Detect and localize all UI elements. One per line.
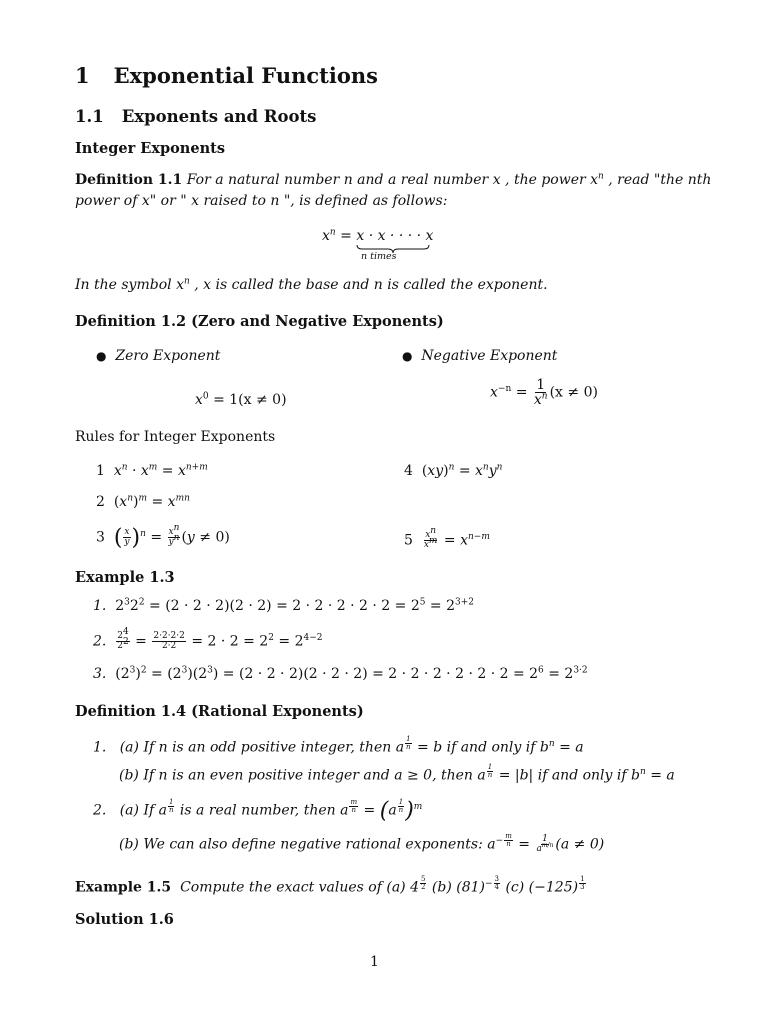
neg-fraction	[533, 378, 549, 407]
subsection-heading	[75, 107, 316, 126]
example-1-3-item1: 1. $2^32^2 = (2 \cdot 2 \cdot 2)(2 \cdot 2) = 2 \cdot 2 \cdot 2 \cdot 2 \cdot 2 = 2^5 = 2^{3+2}$	[93, 597, 475, 614]
rule-number: 4	[404, 463, 413, 479]
definition-1-2-heading: Definition 1.2 (Zero and Negative Exponents)	[75, 313, 444, 330]
sentence-start: In the symbol x	[75, 277, 184, 293]
negative-exponent-formula	[490, 378, 598, 407]
definition-1-4-heading: Definition 1.4 (Rational Exponents)	[75, 703, 364, 720]
neg-equals: =	[511, 384, 532, 401]
example-1-3-heading: Example 1.3	[75, 569, 175, 586]
example-1-3-item2: 2. $\frac{2^4}{2^2}$ = $\frac{2\cdot 2\cdot 2\cdot 2}{2\cdot 2}$ = $2 \cdot 2 = 2^2 = 2^{4-2}$	[93, 627, 323, 651]
zero-rhs: = 1(x ≠ 0)	[208, 392, 287, 408]
underbrace-label: n times	[361, 251, 397, 262]
definition-1-4-item1a: 1. (a) If n is an odd positive integer, then a $^{\frac{1}{n}}$ = b if and only if $b^n = a$	[93, 735, 584, 756]
definition-1-1-line1	[75, 172, 711, 188]
neg-sup: −n	[497, 383, 512, 394]
example-1-5: Example 1.5 Compute the exact values of (a) 4 $^{\frac{5}{2}}$ (b) $(81)^{- \frac{3}{4}}$ (c) (−125) $^{\frac{1}{3}}$	[75, 875, 585, 896]
sentence-exponent: n	[183, 276, 190, 287]
neg-den-sup: n	[541, 391, 548, 402]
solution-1-6-heading: Solution 1.6	[75, 911, 174, 928]
item-1b-mid: = |b| if and only if b	[494, 767, 640, 784]
section-title: Exponential Functions	[113, 63, 378, 88]
definition-1-1-label: Definition 1.1	[75, 172, 183, 188]
item-2a-mid: is a real number, then a	[175, 802, 349, 819]
rule-number: 5	[404, 532, 413, 549]
subsection-number: 1.1	[75, 107, 104, 126]
example-1-5-text: Compute the exact values of (a) 4	[180, 879, 419, 896]
bullet-icon: ●	[96, 349, 107, 363]
example-1-5-part-b: (b) (81)	[427, 879, 485, 896]
integer-exponents-heading: Integer Exponents	[75, 140, 225, 157]
neg-base: x	[490, 384, 498, 401]
item-number: 1.	[93, 739, 107, 756]
zero-exponent-formula	[195, 392, 287, 408]
example-1-3-item3: 3. $(2^3)^2 = (2^3)(2^3) = (2 \cdot 2 \cdot 2)(2 \cdot 2 \cdot 2) = 2 \cdot 2 \cdot 2 \cdot 2 \cdot 2 \cdot 2 = 2^6 = 2^{3\cdot 2}$	[93, 665, 588, 682]
definition-1-4-item2a: 2. (a) If a $^{\frac{1}{n}}$ is a real number, then a $^{\frac{m}{n}}$ = (a $^{\frac{1}{n}}$ )$^m$	[93, 798, 423, 824]
formula-exponent: n	[329, 227, 336, 238]
item-2b-tail: (a ≠ 0)	[555, 836, 605, 853]
neg-numerator: 1	[536, 377, 546, 393]
formula-lhs: x	[322, 228, 330, 244]
item-2b-start: (b) We can also define negative rational exponents: a	[119, 836, 496, 853]
negative-exponent-label: Negative Exponent	[421, 348, 558, 364]
item-1a-mid: = b if and only if b	[412, 739, 549, 756]
subsection-title: Exponents and Roots	[121, 107, 317, 126]
item-1b-start: (b) If n is an even positive integer and a ≥ 0, then a	[119, 767, 486, 784]
example-1-5-part-c: (c) (−125)	[501, 879, 579, 896]
section-heading	[75, 63, 378, 88]
page-number: 1	[370, 954, 379, 970]
item-number: 3.	[93, 666, 107, 682]
negative-exponent-item	[402, 348, 557, 364]
item-1a-start: (a) If n is an odd positive integer, then a	[119, 739, 405, 756]
rule-number: 1	[96, 463, 105, 479]
power-exponent: n	[598, 171, 604, 182]
definition-1-1-text: For a natural number n and a real number x , the power x	[186, 172, 599, 188]
sentence-end: , x is called the base and n is called the exponent.	[189, 277, 548, 293]
formula-equals: =	[335, 228, 357, 244]
rule-3: 3 ( $\frac{x}{y}$ )$^n$ = $\frac{x^n}{y^n}$ (y ≠ 0)	[96, 523, 230, 551]
example-1-5-label: Example 1.5	[75, 879, 172, 896]
neg-tail: (x ≠ 0)	[549, 384, 598, 401]
rule-number: 3	[96, 529, 105, 546]
definition-1-4-item2b: (b) We can also define negative rational exponents: $a^{- \frac{m}{n}}$ = $\frac{1}{a^{m/n}}$ (a ≠ 0)	[119, 832, 605, 855]
formula-product: x · x · · · · x	[356, 228, 434, 244]
rule-1: 1 $x^n \cdot x^m = x^{n+m}$	[96, 462, 208, 479]
item-2a-start: (a) If a	[119, 802, 167, 819]
neg-denominator	[533, 393, 549, 407]
item-1b-end: = a	[645, 767, 675, 784]
bullet-icon: ●	[402, 349, 413, 363]
zero-exponent-item	[96, 348, 220, 364]
section-number: 1	[75, 63, 90, 88]
item-number: 2.	[93, 802, 107, 819]
rule-2: 2 $(x^n)^m = x^{mn}$	[96, 493, 190, 510]
rule-5: 5 $\frac{x^n}{x^m}$ = $x^{n-m}$	[404, 526, 490, 550]
zero-base: x	[195, 392, 203, 408]
zero-sup: 0	[202, 391, 209, 402]
item-number: 1.	[93, 598, 107, 614]
rules-heading: Rules for Integer Exponents	[75, 429, 276, 445]
definition-1-1-text-end: , read "the nth	[603, 172, 712, 188]
rule-number: 2	[96, 494, 105, 510]
item-number: 2.	[93, 633, 107, 650]
definition-1-4-item1b: (b) If n is an even positive integer and a ≥ 0, then a $^{\frac{1}{n}}$ = |b| if and only if $b^n = a$	[119, 763, 675, 784]
definition-1-1-line2: power of x" or " x raised to n ", is defined as follows:	[75, 193, 448, 209]
zero-exponent-label: Zero Exponent	[115, 348, 221, 364]
rule-4: 4 $(xy)^n = x^ny^n$	[404, 462, 503, 479]
item-1a-end: = a	[554, 739, 584, 756]
neg-den-base: x	[533, 392, 542, 408]
base-exponent-sentence	[75, 277, 548, 293]
power-formula	[322, 228, 433, 244]
